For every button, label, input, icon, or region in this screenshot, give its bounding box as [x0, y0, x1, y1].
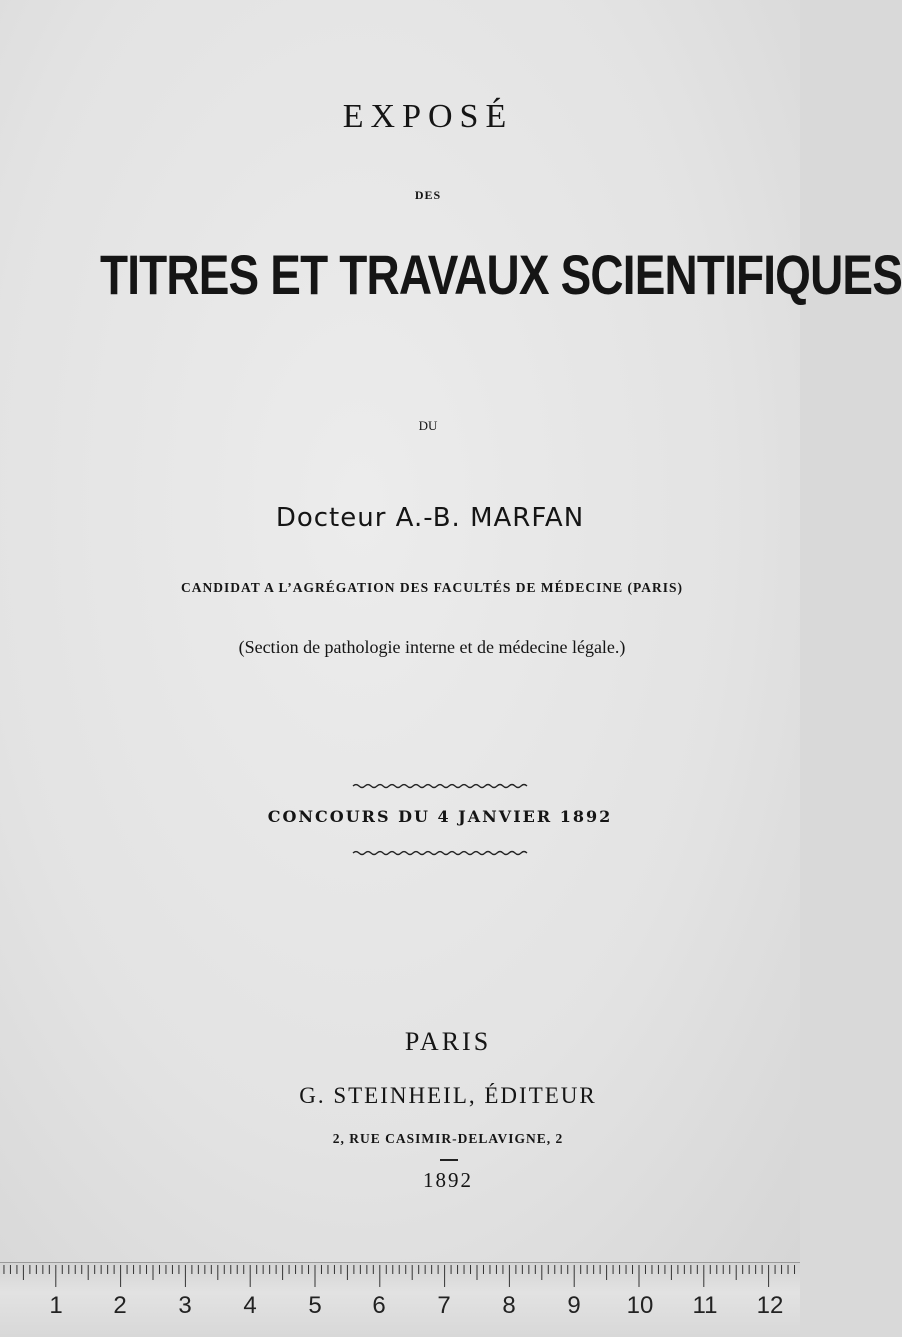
competition-date: CONCOURS DU 4 JANVIER 1892: [267, 807, 613, 826]
section-line: (Section de pathologie interne et de médecine légale.): [238, 637, 626, 657]
ruler-number: 10: [626, 1292, 654, 1319]
imprint-year: 1892: [423, 1168, 473, 1192]
ruler-number: 7: [437, 1292, 451, 1319]
candidacy-line: CANDIDAT A L’AGRÉGATION DES FACULTÉS DE MÉDECINE (PARIS): [181, 580, 683, 595]
ruler-number: 4: [243, 1292, 257, 1319]
wavy-rule-bottom: [353, 849, 527, 857]
main-title: TITRES ET TRAVAUX SCIENTIFIQUES: [100, 243, 902, 306]
wavy-rule-top: [353, 782, 527, 790]
imprint-publisher: G. STEINHEIL, ÉDITEUR: [299, 1083, 597, 1108]
ruler-number: 6: [372, 1292, 386, 1319]
ruler-number: 12: [756, 1292, 784, 1319]
heading-du: DU: [418, 418, 438, 433]
imprint-address: 2, RUE CASIMIR-DELAVIGNE, 2: [332, 1131, 564, 1146]
ruler-number: 9: [567, 1292, 581, 1319]
ruler-number: 11: [692, 1292, 718, 1319]
ruler-number: 3: [178, 1292, 192, 1319]
imprint-city: PARIS: [404, 1027, 492, 1056]
ruler-number: 5: [308, 1292, 322, 1319]
heading-expose: EXPOSÉ: [342, 98, 514, 135]
year-rule: [440, 1159, 458, 1161]
ruler-number: 8: [502, 1292, 516, 1319]
ruler-number: 1: [49, 1292, 63, 1319]
ruler-number: 2: [113, 1292, 127, 1319]
heading-des: DES: [414, 188, 442, 202]
author-name: Docteur A.-B. MARFAN: [275, 503, 585, 533]
